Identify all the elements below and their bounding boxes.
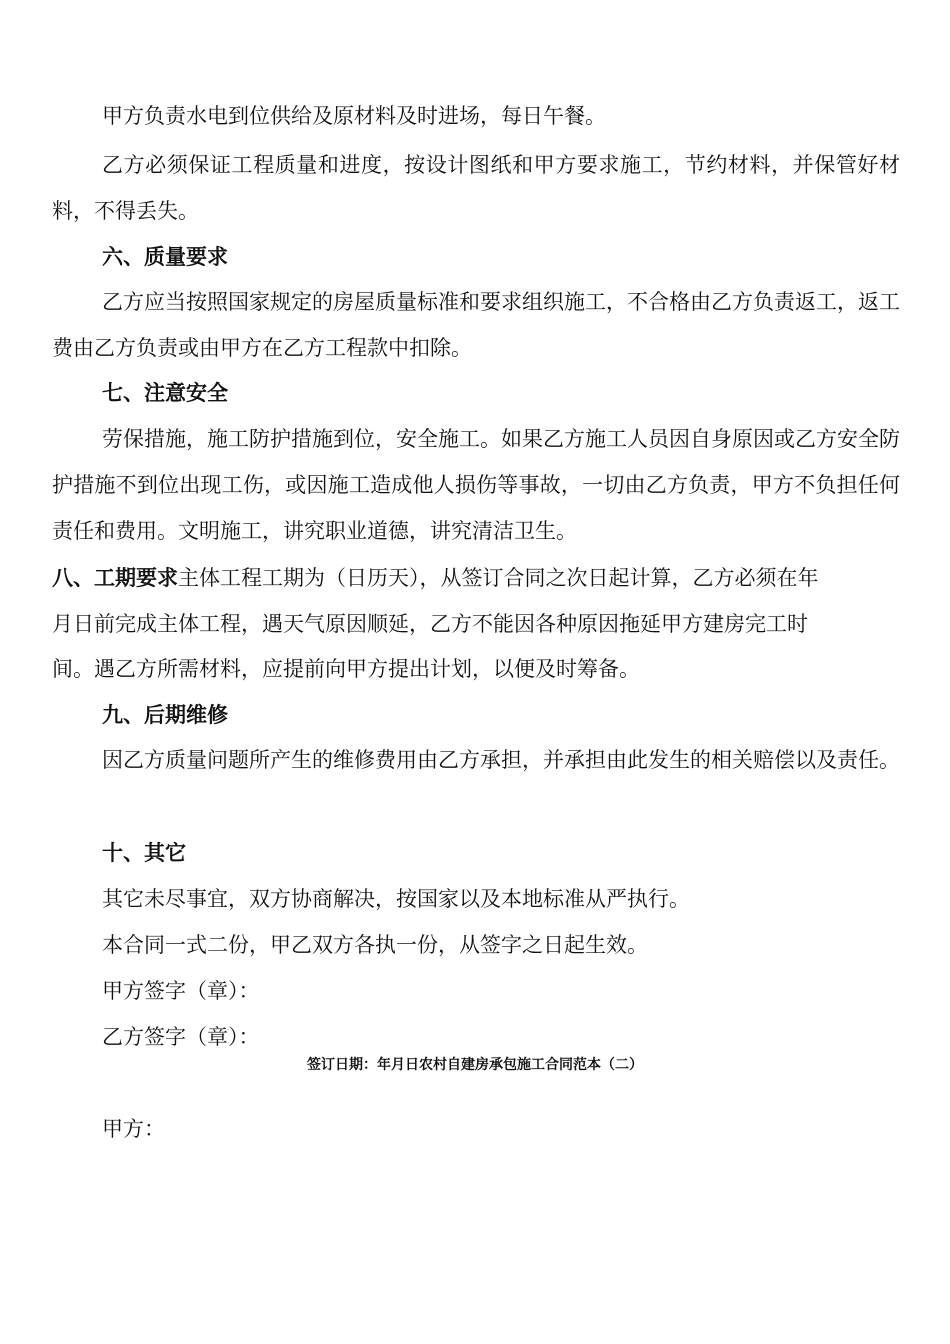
paragraph-maintenance: 因乙方质量问题所产生的维修费用由乙方承担，并承担由此发生的相关赔偿以及责任。 <box>102 748 900 772</box>
signing-date-and-title: 签订日期：年月日农村自建房承包施工合同范本（二） <box>307 1057 643 1073</box>
paragraph-quality-standard: 乙方应当按照国家规定的房屋质量标准和要求组织施工，不合格由乙方负责返工，返工费由乙方负责或由甲方在乙方工程款中扣除。 <box>52 290 900 360</box>
paragraph-safety: 劳保措施，施工防护措施到位，安全施工。如果乙方施工人员因自身原因或乙方安全防护措施不到位出现工伤，或因施工造成他人损伤等事故，一切由乙方负责，甲方不负担任何责任和费用。文明施工，讲究职业道德，讲究清洁卫生。 <box>52 427 900 543</box>
section-heading-other: 十、其它 <box>102 840 186 865</box>
paragraph-schedule-line-2: 月日前完成主体工程，遇天气原因顺延，乙方不能因各种原因拖延甲方建房完工时 <box>52 612 808 636</box>
section-heading-schedule: 八、工期要求 <box>52 565 178 590</box>
schedule-text-1: 主体工程工期为（日历天），从签订合同之次日起计算，乙方必须在年 <box>178 566 819 590</box>
section-heading-safety: 七、注意安全 <box>102 380 228 405</box>
paragraph-other-matters: 其它未尽事宜，双方协商解决，按国家以及本地标准从严执行。 <box>102 887 690 911</box>
paragraph-utilities: 甲方负责水电到位供给及原材料及时进场，每日午餐。 <box>102 104 606 128</box>
section-heading-maintenance: 九、后期维修 <box>102 702 228 727</box>
paragraph-quality-progress: 乙方必须保证工程质量和进度，按设计图纸和甲方要求施工，节约材料，并保管好材料，不得丢失。 <box>52 153 900 223</box>
paragraph-schedule-line-1 <box>52 564 819 592</box>
paragraph-copies: 本合同一式二份，甲乙双方各执一份，从签字之日起生效。 <box>102 933 648 957</box>
party-a-label: 甲方： <box>102 1117 165 1141</box>
section-heading-quality: 六、质量要求 <box>102 244 228 269</box>
signature-party-b: 乙方签字（章）： <box>102 1025 260 1049</box>
paragraph-schedule-line-3: 间。遇乙方所需材料，应提前向甲方提出计划，以便及时筹备。 <box>52 657 640 681</box>
signature-party-a: 甲方签字（章）： <box>102 979 260 1003</box>
